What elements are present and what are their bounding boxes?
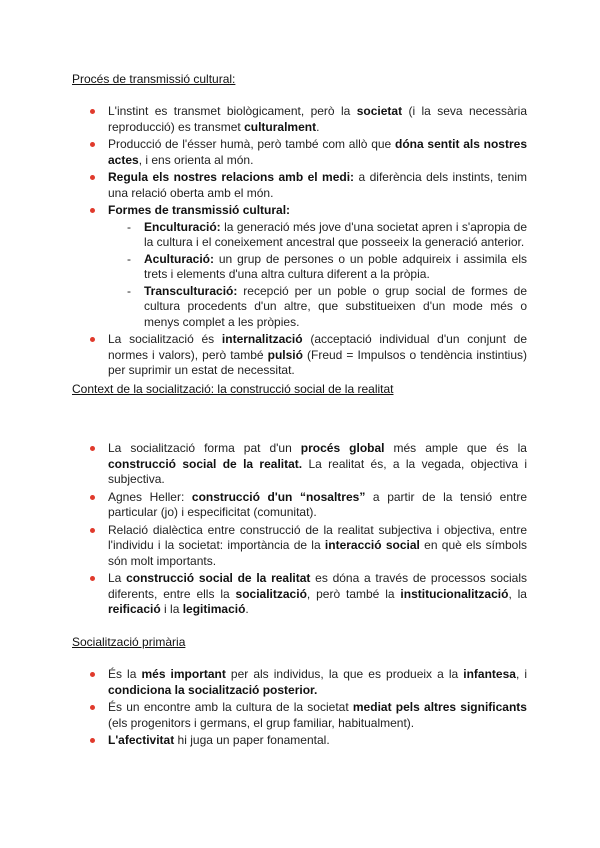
list-item: La construcció social de la realitat es dóna a través de processos socials diferents, entre ells la socialització, però també la institucionalització, la reificació i la legitimació. <box>108 571 528 616</box>
list-item: Regula els nostres relacions amb el medi: a diferència dels instints, tenim una relació oberta amb el món. <box>108 170 528 200</box>
list-item: La socialització és internalització (acceptació individual d'un conjunt de normes i valors), però també pulsió (Freud = Impulsos o tendència instintius) per suprimir un estat de necessitat. <box>108 332 528 377</box>
transmission-forms-sublist <box>108 220 527 331</box>
list-item: Relació dialèctica entre construcció de la realitat subjectiva i objectiva, entre l'individu i la societat: importància de la interacció social en què els símbols són molt importants. <box>108 522 527 568</box>
list-item: Agnes Heller: construcció d'un “nosaltres” a partir de la tensió entre particular (jo) i especificitat (comunitat). <box>108 489 527 519</box>
list-item: Formes de transmissió cultural: - Enculturació: la generació més jove d'una societat apren i s'apropia de la cultura i el coneixement ancestral que posseeix la generació anterior. - Aculturació: un grup de persones o un poble adquireix i assimila els trets i elements d'una altra cultura diferent a la pròpia. - Transculturació: recepció per un poble o grup social de formes de cultura procedents d'un altre, que substitueixen d'un mode més o menys complet a les pròpies. <box>108 203 527 330</box>
list-item: L'instint es transmet biològicament, però la societat (i la seva necessària reproducció) es transmet culturalment. <box>108 104 527 134</box>
sublist-item-enculturation: - Enculturació: la generació més jove d'una societat apren i s'apropia de la cultura i el coneixement ancestral que posseeix la generació anterior. <box>144 220 527 251</box>
list-item: És un encontre amb la cultura de la societat mediat pels altres significants (els progenitors i germans, el grup familiar, habitualment). <box>108 700 527 730</box>
section-title-socialization-context: Context de la socialització: la construcció social de la realitat <box>72 382 394 396</box>
list-item: És la més important per als individus, la que es produeix a la infantesa, i condiciona la socialització posterior. <box>108 667 527 697</box>
cultural-transmission-list <box>108 104 527 381</box>
section-title-primary-socialization: Socialització primària <box>72 635 186 649</box>
section-title-cultural-transmission: Procés de transmissió cultural: <box>72 72 236 86</box>
primary-socialization-list <box>108 667 527 751</box>
sublist-item-transculturation: - Transculturació: recepció per un poble o grup social de formes de cultura procedents d'un altre, que substitueixen d'un mode més o menys complet a les pròpies. <box>144 284 527 331</box>
socialization-context-list <box>108 441 527 620</box>
list-item: L'afectivitat hi juga un paper fonamental. <box>108 733 527 749</box>
list-item: Producció de l'ésser humà, però també com allò que dóna sentit als nostres actes, i ens orienta al món. <box>108 137 527 167</box>
list-item: La socialització forma pat d'un procés global més ample que és la construcció social de la realitat. La realitat és, a la vegada, objectiva i subjectiva. <box>108 441 527 486</box>
sublist-item-acculturation: - Aculturació: un grup de persones o un poble adquireix i assimila els trets i elements d'una altra cultura diferent a la pròpia. <box>144 252 527 283</box>
